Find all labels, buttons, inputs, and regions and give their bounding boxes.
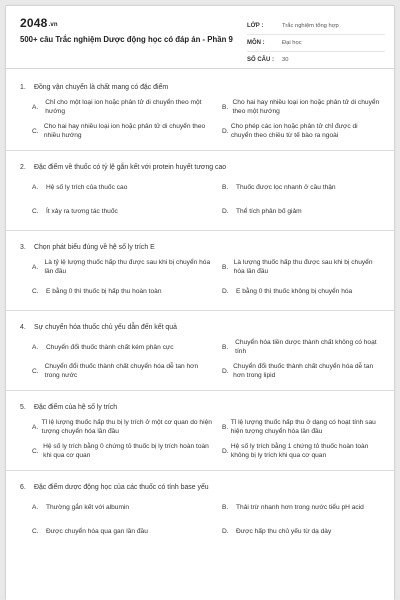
question-4	[20, 323, 380, 391]
question-number: 5.	[20, 404, 26, 411]
meta-label: SỐ CÂU :	[247, 57, 274, 63]
option-letter: D.	[222, 207, 229, 215]
option-text: Tỉ lệ lượng thuốc hấp thu bị ly trích ở một cơ quan do hiện tượng chuyển hóa lần đầu	[41, 419, 212, 435]
option-b[interactable]	[222, 176, 388, 198]
option-letter: D.	[222, 367, 229, 375]
option-letter: A.	[32, 343, 39, 351]
option-b[interactable]	[222, 416, 388, 438]
question-number: 4.	[20, 324, 26, 331]
option-d[interactable]	[222, 120, 388, 142]
option-text: Cho hai hay nhiều loại ion hoặc phân tử di chuyển theo nhiều hướng	[43, 123, 206, 139]
meta-subject-row	[247, 34, 385, 51]
question-5	[20, 403, 380, 471]
option-text: Hệ số ly trích bằng 0 chứng tỏ thuốc bị ly trích hoàn toàn khi qua cơ quan	[43, 443, 209, 459]
option-letter: A.	[32, 103, 39, 111]
option-text: Chuyển hóa tiền dược thành chất không có hoạt tính	[235, 339, 377, 355]
option-letter: B.	[222, 343, 229, 351]
question-number: 1.	[20, 84, 26, 91]
meta-value: 30	[282, 57, 289, 63]
meta-value: Đại học	[282, 40, 302, 46]
option-letter: A.	[32, 503, 39, 511]
option-c[interactable]	[32, 200, 222, 222]
question-divider	[6, 470, 394, 471]
option-letter: B.	[222, 503, 229, 511]
option-text: Là tỷ lệ lượng thuốc hấp thu được sau khi bị chuyển hóa lần đầu	[44, 259, 211, 275]
option-letter: C.	[32, 367, 39, 375]
option-letter: A.	[32, 183, 39, 191]
option-text: Chuyển đổi thuốc thành chất kém phân cực	[46, 343, 174, 351]
answer-options	[32, 176, 380, 222]
meta-label: LỚP :	[247, 23, 264, 29]
option-text: Được hấp thu chủ yếu từ dạ dày	[236, 527, 332, 535]
document-meta	[247, 18, 385, 68]
option-c[interactable]	[32, 280, 222, 302]
question-text: Đặc điểm của hệ số ly trích	[34, 404, 118, 411]
option-text: Cho hai hay nhiều loại ion hoặc phân tử di chuyển theo một hướng	[232, 99, 380, 115]
option-c[interactable]	[32, 520, 222, 542]
question-text: Đặc điểm dược động học của các thuốc có tính base yếu	[34, 484, 209, 491]
option-text: E bằng 0 thì thuốc bị hấp thu hoàn toàn	[46, 287, 162, 295]
header-divider	[6, 68, 394, 69]
answer-options	[32, 256, 380, 302]
option-text: Chỉ cho một loại ion hoặc phân tử di chuyển theo một hướng	[45, 99, 202, 115]
meta-label: MÔN :	[247, 40, 265, 46]
option-a[interactable]	[32, 336, 222, 358]
option-c[interactable]	[32, 440, 222, 462]
option-c[interactable]	[32, 120, 222, 142]
option-d[interactable]	[222, 520, 388, 542]
option-letter: C.	[32, 287, 39, 295]
option-letter: A.	[32, 423, 39, 431]
option-b[interactable]	[222, 96, 388, 118]
option-b[interactable]	[222, 336, 388, 358]
option-letter: C.	[32, 527, 39, 535]
option-letter: D.	[222, 447, 229, 455]
answer-options	[32, 336, 380, 382]
option-letter: A.	[32, 263, 39, 271]
option-letter: C.	[32, 447, 39, 455]
option-text: Hệ số ly trích bằng 1 chứng tỏ thuốc hoàn toàn không bị ly trích khi qua cơ quan	[230, 443, 369, 459]
question-3	[20, 243, 380, 311]
question-2	[20, 163, 380, 231]
option-text: Ít xảy ra tương tác thuốc	[46, 207, 118, 215]
question-6	[20, 483, 380, 542]
question-number: 2.	[20, 164, 26, 171]
option-text: Tỉ lệ lượng thuốc hấp thu ở dạng có hoạt tính sau hiện tượng chuyển hóa lần đầu	[230, 419, 376, 435]
option-text: Là lượng thuốc hấp thu được sau khi bị chuyển hóa lần đầu	[233, 259, 373, 275]
option-text: Thuốc được lọc nhanh ở cầu thận	[236, 183, 336, 191]
option-text: Thải trừ nhanh hơn trong nước tiểu pH acid	[236, 503, 364, 511]
option-b[interactable]	[222, 496, 388, 518]
option-text: Thường gắn kết với albumin	[46, 503, 130, 511]
option-text: Cho phép các ion hoặc phân tử chỉ được di chuyển theo chiều từ tế bào ra ngoài	[230, 123, 358, 139]
question-text: Sự chuyển hóa thuốc chủ yếu dẫn đến kết quả	[34, 324, 177, 331]
option-a[interactable]	[32, 496, 222, 518]
option-d[interactable]	[222, 200, 388, 222]
question-list	[20, 83, 380, 552]
logo-text: 2048	[20, 16, 48, 30]
option-text: Chuyển đổi thuốc thành chất chuyển hóa dễ tan hơn trong nước	[44, 363, 199, 379]
answer-options	[32, 416, 380, 462]
meta-value: Trắc nghiệm tổng hợp	[282, 23, 339, 29]
question-divider	[6, 230, 394, 231]
option-letter: C.	[32, 207, 39, 215]
option-letter: C.	[32, 127, 39, 135]
question-divider	[6, 150, 394, 151]
answer-options	[32, 496, 380, 542]
option-letter: B.	[222, 183, 229, 191]
logo-suffix: .vn	[48, 22, 58, 28]
option-letter: B.	[222, 423, 229, 431]
option-letter: D.	[222, 287, 229, 295]
meta-count-row	[247, 51, 385, 68]
option-a[interactable]	[32, 176, 222, 198]
page-header	[6, 6, 394, 68]
document-title: 500+ câu Trắc nghiệm Dược động học có đáp án - Phần 9	[20, 35, 233, 44]
option-text: Được chuyển hóa qua gan lần đầu	[46, 527, 148, 535]
question-number: 6.	[20, 484, 26, 491]
option-letter: D.	[222, 127, 229, 135]
option-letter: B.	[222, 103, 229, 111]
question-text: Chọn phát biểu đúng về hệ số ly trích E	[34, 244, 155, 251]
option-c[interactable]	[32, 360, 222, 382]
site-logo[interactable]	[20, 16, 58, 30]
option-text: E bằng 0 thì thuốc không bị chuyển hóa	[236, 287, 353, 295]
question-1	[20, 83, 380, 151]
option-a[interactable]	[32, 96, 222, 118]
option-letter: D.	[222, 527, 229, 535]
option-a[interactable]	[32, 416, 222, 438]
option-text: Hệ số ly trích của thuốc cao	[46, 183, 128, 191]
question-text: Đặc điểm về thuốc có tỷ lệ gắn kết với protein huyết tương cao	[34, 164, 227, 171]
option-d[interactable]	[222, 360, 388, 382]
question-number: 3.	[20, 244, 26, 251]
option-text: Thể tích phân bố giảm	[236, 207, 302, 215]
option-b[interactable]	[222, 256, 388, 278]
document-page	[6, 6, 394, 600]
option-text: Chuyển đổi thuốc thành chất chuyển hóa dễ tan hơn trong lipid	[233, 363, 374, 379]
answer-options	[32, 96, 380, 142]
question-divider	[6, 310, 394, 311]
option-letter: B.	[222, 263, 229, 271]
option-a[interactable]	[32, 256, 222, 278]
question-text: Đồng vận chuyển là chất mang có đặc điểm	[34, 84, 169, 91]
question-divider	[6, 390, 394, 391]
option-d[interactable]	[222, 280, 388, 302]
option-d[interactable]	[222, 440, 388, 462]
meta-class-row	[247, 18, 385, 34]
